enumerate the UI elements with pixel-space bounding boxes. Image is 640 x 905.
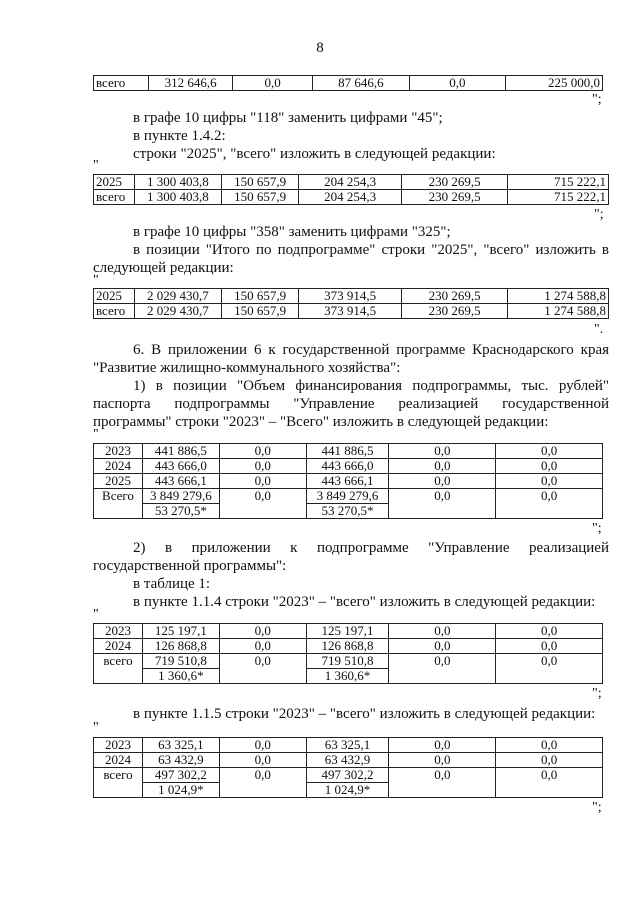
table-row [94,289,609,304]
table-row [94,190,609,205]
table-cell: 1 360,6* [306,669,389,684]
table-cell: 63 432,9 [306,753,389,768]
table-cell: 126 868,8 [306,639,389,654]
table-subprogram-total [93,288,609,319]
text-line: программы" строки "2023" – "Всего" изложить в следующей редакции: [93,414,549,430]
table-cell: 2024 [94,753,143,768]
table-cell: 2 029 430,7 [134,304,221,319]
table-cell: 63 432,9 [142,753,219,768]
table-cell: 0,0 [219,639,306,654]
table-cell: всего [94,304,135,319]
table-cell: 0,0 [389,459,496,474]
table-cell: 0,0 [389,639,496,654]
table-row [94,654,603,669]
table-cell: 719 510,8 [306,654,389,669]
table-cell: 2023 [94,444,143,459]
table-cell: 0,0 [496,768,603,798]
text-line: в графе 10 цифры "358" заменить цифрами "325"; [133,224,451,240]
table-cell: 497 302,2 [142,768,219,783]
text-line: 6. В приложении 6 к государственной программе Краснодарского края [133,342,609,358]
table-cell: 2025 [94,175,135,190]
table-cell: 0,0 [389,654,496,684]
table-row [94,474,603,489]
quote-close: "; [594,207,604,222]
quote-close: "; [592,800,602,815]
table-cell: 0,0 [219,624,306,639]
table-cell: 0,0 [219,654,306,684]
table-cell: 0,0 [219,489,306,519]
table-cell: всего [94,654,143,684]
table-cell: 441 886,5 [306,444,389,459]
table-row [94,459,603,474]
table-cell: Всего [94,489,143,519]
table-cell: 715 222,1 [508,175,609,190]
table-cell: 230 269,5 [401,304,507,319]
table-cell: 0,0 [219,738,306,753]
table-row [94,489,603,504]
table-cell: 204 254,3 [299,175,402,190]
text-line: в таблице 1: [133,576,211,592]
table-cell: всего [94,76,149,91]
table-row [94,639,603,654]
table-cell: 1 274 588,8 [508,304,609,319]
table-cell: 0,0 [389,474,496,489]
quote-open: " [93,273,99,288]
table-cell: 53 270,5* [306,504,389,519]
table-cell: 230 269,5 [401,289,507,304]
text-line: 2) в приложении к подпрограмме "Управление реализацией [133,540,609,556]
table-cell: 0,0 [219,753,306,768]
table-item-1-1-5 [93,737,603,798]
text-line: строки "2025", "всего" изложить в следующей редакции: [133,146,496,162]
quote-open: " [93,427,99,442]
text-line: следующей редакции: [93,260,234,276]
table-cell: 2025 [94,289,135,304]
table-cell: 204 254,3 [299,190,402,205]
table-row [94,444,603,459]
table-cell: 1 300 403,8 [134,190,221,205]
table-cell: 150 657,9 [221,190,298,205]
table-row [94,753,603,768]
table-cell: 719 510,8 [142,654,219,669]
table-cell: 0,0 [219,474,306,489]
table-cell: 150 657,9 [221,289,298,304]
table-cell: 2024 [94,639,143,654]
table-cell: 373 914,5 [299,304,402,319]
table-cell: 125 197,1 [142,624,219,639]
table-cell: 150 657,9 [221,304,298,319]
quote-open: " [93,158,99,173]
table-cell: 443 666,0 [306,459,389,474]
table-cell: 443 666,0 [142,459,219,474]
quote-open: " [93,607,99,622]
quote-close: "; [592,92,602,107]
table-cell: 0,0 [389,768,496,798]
table-item-1-4-2 [93,174,609,205]
table-cell: 1 024,9* [306,783,389,798]
table-cell: 3 849 279,6 [306,489,389,504]
text-line: в пункте 1.1.5 строки "2023" – "всего" изложить в следующей редакции: [133,706,596,722]
table-cell: 0,0 [219,444,306,459]
table-cell: 1 274 588,8 [508,289,609,304]
table-cell: 87 646,6 [312,76,409,91]
table-row [94,76,603,91]
table-cell: 0,0 [496,624,603,639]
table-cell: 0,0 [496,753,603,768]
table-cell: 126 868,8 [142,639,219,654]
table-cell: 0,0 [496,738,603,753]
table-cell: 443 666,1 [306,474,389,489]
text-line: паспорта подпрограммы "Управление реализацией государственной [93,396,609,412]
text-line: "Развитие жилищно-коммунального хозяйства": [93,360,401,376]
table-cell: 1 024,9* [142,783,219,798]
text-line: государственной программы": [93,558,287,574]
table-cell: всего [94,768,143,798]
table-cell: 0,0 [219,459,306,474]
table-cell: 2023 [94,738,143,753]
table-cell: 312 646,6 [149,76,233,91]
table-item-1-1-4 [93,623,603,684]
table-cell: 0,0 [389,444,496,459]
table-cell: всего [94,190,135,205]
table-total-row [93,75,603,91]
text-line: в пункте 1.1.4 строки "2023" – "всего" изложить в следующей редакции: [133,594,596,610]
table-cell: 0,0 [389,738,496,753]
text-line: в позиции "Итого по подпрограмме" строки "2025", "всего" изложить в [133,242,609,258]
page-number: 8 [316,40,324,56]
table-cell: 0,0 [496,639,603,654]
table-cell: 125 197,1 [306,624,389,639]
table-cell: 63 325,1 [306,738,389,753]
table-row [94,768,603,783]
table-cell: 230 269,5 [401,175,507,190]
text-line: 1) в позиции "Объем финансирования подпрограммы, тыс. рублей" [133,378,609,394]
table-cell: 2 029 430,7 [134,289,221,304]
table-cell: 3 849 279,6 [142,489,219,504]
text-line: в графе 10 цифры "118" заменить цифрами "45"; [133,110,443,126]
table-row [94,624,603,639]
table-row [94,175,609,190]
text-line: в пункте 1.4.2: [133,128,226,144]
quote-close-dot: ". [594,322,604,337]
table-cell: 497 302,2 [306,768,389,783]
quote-close: "; [592,686,602,701]
table-cell: 0,0 [389,624,496,639]
table-cell: 0,0 [496,444,603,459]
table-cell: 225 000,0 [505,76,602,91]
table-cell: 2023 [94,624,143,639]
table-cell: 443 666,1 [142,474,219,489]
table-cell: 715 222,1 [508,190,609,205]
table-cell: 0,0 [496,654,603,684]
table-cell: 53 270,5* [142,504,219,519]
table-cell: 150 657,9 [221,175,298,190]
table-cell: 0,0 [496,459,603,474]
table-cell: 63 325,1 [142,738,219,753]
quote-open: " [93,720,99,735]
table-cell: 0,0 [496,489,603,519]
table-cell: 0,0 [233,76,313,91]
table-cell: 1 300 403,8 [134,175,221,190]
table-passport-financing [93,443,603,519]
table-cell: 0,0 [409,76,505,91]
table-cell: 1 360,6* [142,669,219,684]
table-cell: 441 886,5 [142,444,219,459]
table-row [94,738,603,753]
table-cell: 230 269,5 [401,190,507,205]
quote-close: "; [592,521,602,536]
table-cell: 0,0 [219,768,306,798]
table-cell: 2025 [94,474,143,489]
table-cell: 0,0 [496,474,603,489]
table-cell: 373 914,5 [299,289,402,304]
table-row [94,304,609,319]
table-cell: 2024 [94,459,143,474]
table-cell: 0,0 [389,489,496,519]
table-cell: 0,0 [389,753,496,768]
